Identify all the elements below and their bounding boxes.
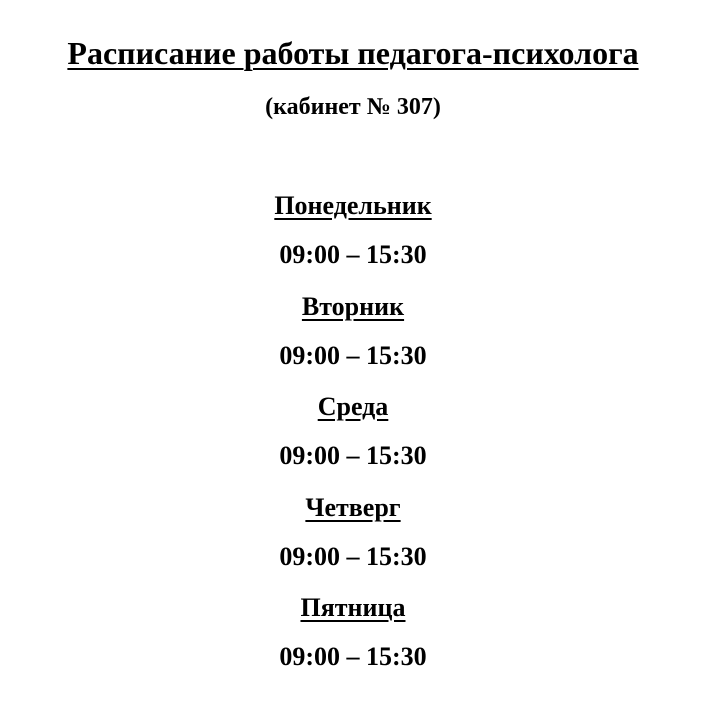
day-name [0, 490, 706, 526]
page-title [0, 33, 706, 73]
schedule-item-friday [0, 590, 706, 691]
day-time: 09:00 – 15:30 [279, 541, 427, 571]
schedule-item-wednesday [0, 389, 706, 490]
day-name [0, 590, 706, 626]
day-name [0, 289, 706, 325]
day-time: 09:00 – 15:30 [279, 441, 427, 470]
day-name-text: Пятница [300, 593, 406, 622]
schedule-item-monday [0, 188, 706, 289]
day-time: 09:00 – 15:30 [279, 340, 427, 370]
room-subtitle: (кабинет № 307) [265, 94, 441, 120]
schedule-item-tuesday [0, 289, 706, 390]
day-name [0, 188, 706, 224]
page-title-text: Расписание работы педагога-психолога [67, 35, 639, 71]
day-name-text: Среда [317, 392, 389, 421]
schedule-item-thursday [0, 490, 706, 591]
day-time: 09:00 – 15:30 [279, 642, 427, 671]
day-name-text: Понедельник [274, 191, 432, 220]
day-name-text: Четверг [305, 492, 401, 522]
day-name-text: Вторник [301, 291, 405, 321]
day-name [0, 389, 706, 425]
schedule-list [0, 188, 706, 691]
day-time: 09:00 – 15:30 [279, 240, 427, 269]
